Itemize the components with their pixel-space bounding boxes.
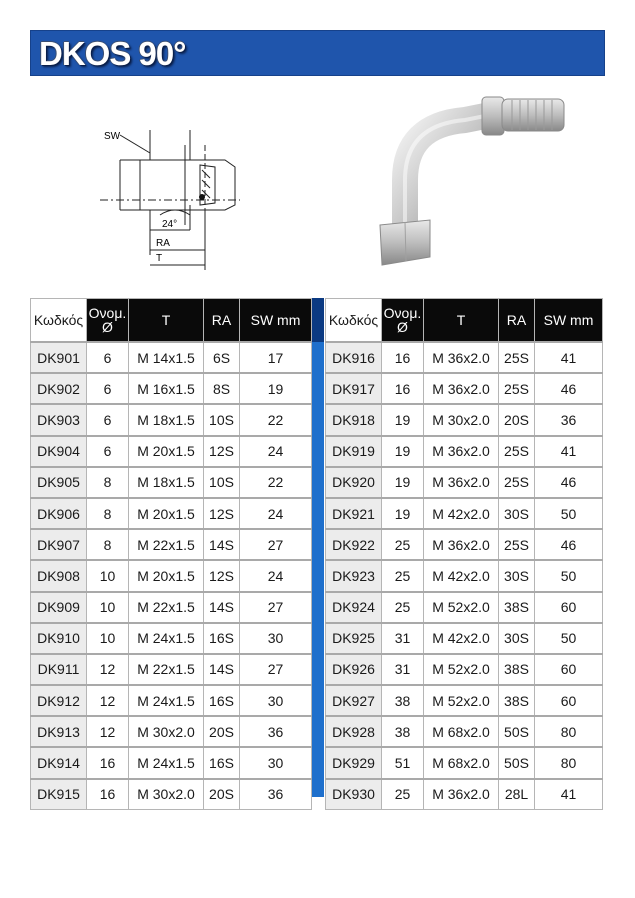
cell-ra: 25S: [499, 342, 535, 373]
cell-nominal: 8: [87, 467, 129, 498]
cell-thread: M 68x2.0: [424, 716, 499, 747]
cell-sw: 30: [240, 623, 312, 654]
cell-thread: M 20x1.5: [129, 560, 204, 591]
title-bar: [30, 30, 605, 76]
table-row: [326, 779, 603, 810]
table-row: [31, 592, 312, 623]
cell-thread: M 36x2.0: [424, 436, 499, 467]
cell-code: DK925: [326, 623, 382, 654]
cell-thread: M 20x1.5: [129, 436, 204, 467]
cell-thread: M 24x1.5: [129, 685, 204, 716]
drawing-label-sw: SW: [104, 131, 121, 142]
header-t: T: [424, 299, 499, 343]
cell-ra: 16S: [204, 747, 240, 778]
table-row: [31, 654, 312, 685]
table-row: [326, 716, 603, 747]
cell-ra: 30S: [499, 560, 535, 591]
cell-sw: 24: [240, 436, 312, 467]
table-row: [326, 373, 603, 404]
cell-sw: 80: [535, 747, 603, 778]
cell-ra: 28L: [499, 779, 535, 810]
cell-sw: 60: [535, 592, 603, 623]
cell-ra: 16S: [204, 685, 240, 716]
cell-sw: 30: [240, 747, 312, 778]
fitting-render-image: [370, 85, 570, 275]
cell-code: DK916: [326, 342, 382, 373]
header-ra: RA: [204, 299, 240, 343]
header-t: T: [129, 299, 204, 343]
cell-code: DK928: [326, 716, 382, 747]
header-nominal: [382, 299, 424, 343]
cell-code: DK927: [326, 685, 382, 716]
cell-ra: 38S: [499, 685, 535, 716]
cell-ra: 12S: [204, 560, 240, 591]
cell-sw: 22: [240, 467, 312, 498]
cell-nominal: 25: [382, 560, 424, 591]
table-row: [31, 373, 312, 404]
cell-thread: M 36x2.0: [424, 467, 499, 498]
cell-sw: 36: [240, 779, 312, 810]
table-row: [31, 623, 312, 654]
table-row: [326, 685, 603, 716]
cell-code: DK909: [31, 592, 87, 623]
cell-nominal: 19: [382, 467, 424, 498]
cell-thread: M 36x2.0: [424, 342, 499, 373]
cell-ra: 10S: [204, 467, 240, 498]
cell-sw: 36: [240, 716, 312, 747]
table-row: [31, 404, 312, 435]
cell-nominal: 6: [87, 342, 129, 373]
table-row: [31, 747, 312, 778]
cell-ra: 50S: [499, 716, 535, 747]
cell-code: DK918: [326, 404, 382, 435]
table-row: [31, 498, 312, 529]
table-row: [31, 779, 312, 810]
cell-ra: 16S: [204, 623, 240, 654]
cell-sw: 41: [535, 436, 603, 467]
cell-sw: 60: [535, 654, 603, 685]
technical-drawing: [90, 105, 260, 275]
cell-sw: 24: [240, 498, 312, 529]
cell-thread: M 30x2.0: [424, 404, 499, 435]
cell-sw: 80: [535, 716, 603, 747]
cell-thread: M 16x1.5: [129, 373, 204, 404]
cell-nominal: 16: [87, 779, 129, 810]
table-row: [326, 747, 603, 778]
cell-ra: 20S: [204, 716, 240, 747]
cell-code: DK920: [326, 467, 382, 498]
cell-nominal: 10: [87, 623, 129, 654]
cell-sw: 46: [535, 529, 603, 560]
cell-thread: M 24x1.5: [129, 747, 204, 778]
cell-thread: M 22x1.5: [129, 529, 204, 560]
cell-thread: M 18x1.5: [129, 467, 204, 498]
cell-nominal: 25: [382, 529, 424, 560]
cell-sw: 41: [535, 342, 603, 373]
cell-code: DK917: [326, 373, 382, 404]
table-row: [326, 654, 603, 685]
cell-sw: 19: [240, 373, 312, 404]
table-row: [31, 342, 312, 373]
cell-code: DK913: [31, 716, 87, 747]
cell-code: DK912: [31, 685, 87, 716]
cell-thread: M 20x1.5: [129, 498, 204, 529]
cell-code: DK924: [326, 592, 382, 623]
table-row: [31, 685, 312, 716]
cell-sw: 27: [240, 529, 312, 560]
cell-sw: 50: [535, 498, 603, 529]
drawing-label-t: T: [156, 253, 163, 264]
cell-thread: M 52x2.0: [424, 592, 499, 623]
cell-nominal: 12: [87, 685, 129, 716]
cell-nominal: 10: [87, 592, 129, 623]
cell-ra: 14S: [204, 654, 240, 685]
cell-ra: 38S: [499, 654, 535, 685]
specs-table-right: [325, 298, 603, 810]
cell-code: DK903: [31, 404, 87, 435]
header-nominal: [87, 299, 129, 343]
cell-ra: 12S: [204, 436, 240, 467]
cell-nominal: 38: [382, 716, 424, 747]
cell-sw: 60: [535, 685, 603, 716]
page-title: DKOS 90°: [39, 35, 186, 72]
cell-code: DK911: [31, 654, 87, 685]
cell-code: DK914: [31, 747, 87, 778]
table-row: [31, 529, 312, 560]
cell-ra: 6S: [204, 342, 240, 373]
header-code: Κωδκός: [326, 299, 382, 343]
cell-ra: 38S: [499, 592, 535, 623]
cell-nominal: 6: [87, 436, 129, 467]
cell-sw: 50: [535, 560, 603, 591]
table-row: [31, 560, 312, 591]
cell-nominal: 38: [382, 685, 424, 716]
cell-ra: 20S: [499, 404, 535, 435]
cell-sw: 30: [240, 685, 312, 716]
cell-nominal: 6: [87, 404, 129, 435]
cell-nominal: 8: [87, 529, 129, 560]
cell-code: DK907: [31, 529, 87, 560]
cell-nominal: 10: [87, 560, 129, 591]
cell-ra: 20S: [204, 779, 240, 810]
cell-code: DK926: [326, 654, 382, 685]
cell-ra: 14S: [204, 529, 240, 560]
table-row: [31, 436, 312, 467]
cell-thread: M 42x2.0: [424, 623, 499, 654]
cell-code: DK901: [31, 342, 87, 373]
cell-code: DK923: [326, 560, 382, 591]
cell-ra: 25S: [499, 467, 535, 498]
table-row: [326, 404, 603, 435]
cell-sw: 27: [240, 592, 312, 623]
cell-nominal: 12: [87, 716, 129, 747]
cell-sw: 46: [535, 467, 603, 498]
table-row: [326, 467, 603, 498]
cell-thread: M 68x2.0: [424, 747, 499, 778]
table-row: [326, 436, 603, 467]
header-code: Κωδκός: [31, 299, 87, 343]
cell-code: DK902: [31, 373, 87, 404]
cell-code: DK905: [31, 467, 87, 498]
cell-thread: M 30x2.0: [129, 716, 204, 747]
cell-sw: 36: [535, 404, 603, 435]
cell-code: DK919: [326, 436, 382, 467]
cell-nominal: 51: [382, 747, 424, 778]
cell-nominal: 12: [87, 654, 129, 685]
cell-nominal: 6: [87, 373, 129, 404]
cell-ra: 14S: [204, 592, 240, 623]
cell-code: DK929: [326, 747, 382, 778]
table-row: [326, 623, 603, 654]
cell-nominal: 31: [382, 654, 424, 685]
cell-ra: 30S: [499, 623, 535, 654]
drawing-label-angle: 24°: [162, 219, 178, 230]
cell-thread: M 36x2.0: [424, 779, 499, 810]
cell-code: DK906: [31, 498, 87, 529]
header-nominal-line1: Ονομ.: [383, 305, 422, 321]
cell-sw: 27: [240, 654, 312, 685]
table-row: [326, 342, 603, 373]
cell-nominal: 25: [382, 592, 424, 623]
cell-thread: M 18x1.5: [129, 404, 204, 435]
cell-ra: 12S: [204, 498, 240, 529]
cell-code: DK904: [31, 436, 87, 467]
cell-thread: M 22x1.5: [129, 592, 204, 623]
header-sw: SW mm: [240, 299, 312, 343]
cell-sw: 24: [240, 560, 312, 591]
cell-thread: M 30x2.0: [129, 779, 204, 810]
cell-sw: 22: [240, 404, 312, 435]
cell-nominal: 19: [382, 498, 424, 529]
cell-sw: 41: [535, 779, 603, 810]
header-ra: RA: [499, 299, 535, 343]
cell-nominal: 31: [382, 623, 424, 654]
cell-code: DK915: [31, 779, 87, 810]
cell-nominal: 16: [382, 373, 424, 404]
table-divider: [311, 298, 324, 797]
drawing-label-ra: RA: [156, 238, 170, 249]
cell-ra: 25S: [499, 373, 535, 404]
cell-thread: M 22x1.5: [129, 654, 204, 685]
cell-code: DK930: [326, 779, 382, 810]
cell-nominal: 25: [382, 779, 424, 810]
cell-sw: 17: [240, 342, 312, 373]
cell-nominal: 19: [382, 436, 424, 467]
cell-thread: M 36x2.0: [424, 373, 499, 404]
cell-code: DK910: [31, 623, 87, 654]
cell-nominal: 8: [87, 498, 129, 529]
table-row: [31, 716, 312, 747]
header-nominal-line1: Ονομ.: [88, 305, 127, 321]
cell-code: DK908: [31, 560, 87, 591]
cell-thread: M 42x2.0: [424, 498, 499, 529]
table-row: [326, 498, 603, 529]
cell-code: DK922: [326, 529, 382, 560]
header-nominal-line2: Ø: [397, 319, 408, 335]
table-row: [31, 467, 312, 498]
table-row: [326, 529, 603, 560]
cell-nominal: 19: [382, 404, 424, 435]
cell-ra: 25S: [499, 529, 535, 560]
table-divider-top: [311, 298, 324, 342]
cell-nominal: 16: [87, 747, 129, 778]
cell-thread: M 24x1.5: [129, 623, 204, 654]
cell-ra: 10S: [204, 404, 240, 435]
table-row: [326, 560, 603, 591]
cell-sw: 50: [535, 623, 603, 654]
table-row: [326, 592, 603, 623]
cell-ra: 8S: [204, 373, 240, 404]
cell-thread: M 36x2.0: [424, 529, 499, 560]
cell-code: DK921: [326, 498, 382, 529]
cell-sw: 46: [535, 373, 603, 404]
header-nominal-line2: Ø: [102, 319, 113, 335]
cell-thread: M 14x1.5: [129, 342, 204, 373]
cell-nominal: 16: [382, 342, 424, 373]
cell-thread: M 52x2.0: [424, 654, 499, 685]
cell-ra: 30S: [499, 498, 535, 529]
cell-ra: 25S: [499, 436, 535, 467]
cell-thread: M 42x2.0: [424, 560, 499, 591]
cell-ra: 50S: [499, 747, 535, 778]
specs-table-left: [30, 298, 312, 810]
cell-thread: M 52x2.0: [424, 685, 499, 716]
header-sw: SW mm: [535, 299, 603, 343]
